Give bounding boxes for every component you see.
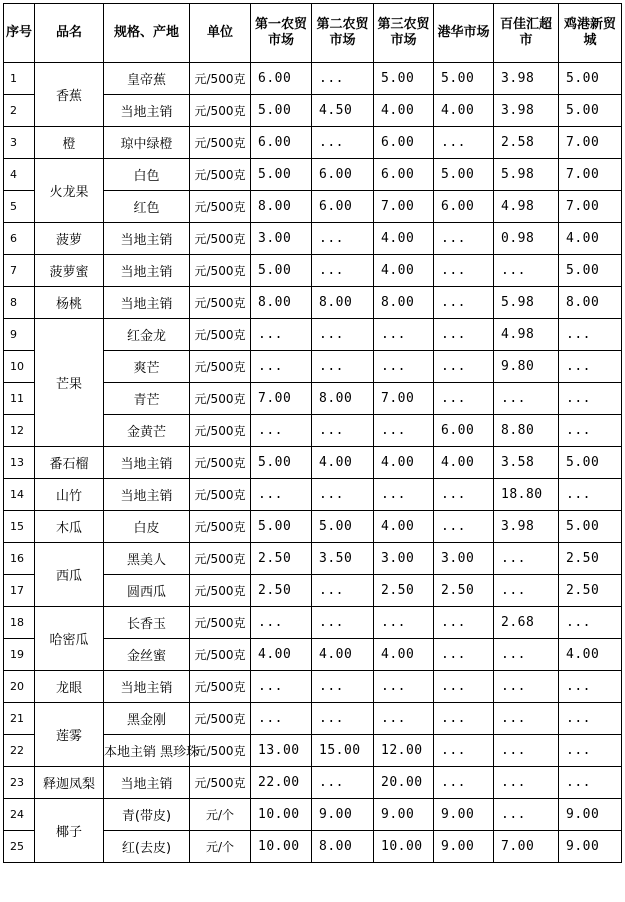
header-spec: 规格、产地 — [104, 4, 190, 63]
price-unit: 元/500克 — [190, 95, 251, 127]
header-market-1: 第一农贸市场 — [251, 4, 312, 63]
price-market-5: ... — [494, 799, 559, 831]
price-market-6: 5.00 — [559, 447, 622, 479]
price-market-4: ... — [434, 735, 494, 767]
price-market-2: 8.00 — [312, 287, 374, 319]
product-name: 椰子 — [35, 799, 104, 863]
price-market-3: 2.50 — [374, 575, 434, 607]
row-index: 14 — [4, 479, 35, 511]
price-market-2: 4.00 — [312, 447, 374, 479]
table-row — [4, 703, 622, 735]
product-spec: 黑金刚 — [104, 703, 190, 735]
price-market-3: 4.00 — [374, 511, 434, 543]
price-market-1: 5.00 — [251, 447, 312, 479]
price-market-2: ... — [312, 255, 374, 287]
row-index: 15 — [4, 511, 35, 543]
price-market-6: 2.50 — [559, 543, 622, 575]
price-market-2: 15.00 — [312, 735, 374, 767]
price-market-1: ... — [251, 479, 312, 511]
price-market-4: ... — [434, 607, 494, 639]
price-market-6: 5.00 — [559, 255, 622, 287]
table-body — [4, 63, 622, 863]
price-market-1: ... — [251, 703, 312, 735]
row-index: 19 — [4, 639, 35, 671]
price-market-5: 5.98 — [494, 287, 559, 319]
price-market-3: 4.00 — [374, 447, 434, 479]
price-market-3: ... — [374, 415, 434, 447]
product-name: 菠萝蜜 — [35, 255, 104, 287]
price-market-2: ... — [312, 63, 374, 95]
product-name: 火龙果 — [35, 159, 104, 223]
product-spec: 当地主销 — [104, 95, 190, 127]
row-index: 24 — [4, 799, 35, 831]
price-market-3: ... — [374, 703, 434, 735]
price-market-6: ... — [559, 735, 622, 767]
price-market-4: 6.00 — [434, 191, 494, 223]
price-market-4: 9.00 — [434, 831, 494, 863]
price-market-4: ... — [434, 639, 494, 671]
price-market-3: 4.00 — [374, 223, 434, 255]
row-index: 3 — [4, 127, 35, 159]
price-market-3: 8.00 — [374, 287, 434, 319]
row-index: 21 — [4, 703, 35, 735]
price-market-3: 7.00 — [374, 383, 434, 415]
row-index: 4 — [4, 159, 35, 191]
price-market-5: 3.98 — [494, 511, 559, 543]
price-unit: 元/500克 — [190, 287, 251, 319]
price-market-4: ... — [434, 287, 494, 319]
price-market-2: 8.00 — [312, 831, 374, 863]
price-market-5: ... — [494, 543, 559, 575]
price-market-3: 6.00 — [374, 159, 434, 191]
price-market-6: 4.00 — [559, 223, 622, 255]
price-market-2: ... — [312, 671, 374, 703]
row-index: 11 — [4, 383, 35, 415]
price-market-5: ... — [494, 383, 559, 415]
price-market-6: 2.50 — [559, 575, 622, 607]
row-index: 2 — [4, 95, 35, 127]
price-market-1: 6.00 — [251, 63, 312, 95]
price-market-5: 7.00 — [494, 831, 559, 863]
price-unit: 元/个 — [190, 831, 251, 863]
price-market-3: ... — [374, 351, 434, 383]
row-index: 20 — [4, 671, 35, 703]
price-market-1: 8.00 — [251, 191, 312, 223]
row-index: 22 — [4, 735, 35, 767]
price-market-1: ... — [251, 415, 312, 447]
price-unit: 元/500克 — [190, 735, 251, 767]
price-market-5: ... — [494, 639, 559, 671]
price-market-4: 2.50 — [434, 575, 494, 607]
header-market-5: 百佳汇超市 — [494, 4, 559, 63]
table-row — [4, 671, 622, 703]
price-market-2: ... — [312, 575, 374, 607]
product-spec: 黑美人 — [104, 543, 190, 575]
price-unit: 元/500克 — [190, 639, 251, 671]
price-market-1: 5.00 — [251, 511, 312, 543]
price-market-2: ... — [312, 767, 374, 799]
price-market-3: ... — [374, 319, 434, 351]
price-market-6: ... — [559, 671, 622, 703]
price-market-1: ... — [251, 319, 312, 351]
price-market-2: 4.00 — [312, 639, 374, 671]
product-name: 哈密瓜 — [35, 607, 104, 671]
price-market-4: 4.00 — [434, 447, 494, 479]
product-name: 释迦凤梨 — [35, 767, 104, 799]
price-market-3: 7.00 — [374, 191, 434, 223]
price-market-3: ... — [374, 607, 434, 639]
price-market-4: 5.00 — [434, 63, 494, 95]
header-name: 品名 — [35, 4, 104, 63]
price-market-5: ... — [494, 671, 559, 703]
header-idx: 序号 — [4, 4, 35, 63]
price-market-3: 4.00 — [374, 255, 434, 287]
price-unit: 元/500克 — [190, 383, 251, 415]
price-market-4: ... — [434, 223, 494, 255]
price-market-6: ... — [559, 767, 622, 799]
price-market-3: 10.00 — [374, 831, 434, 863]
price-market-6: ... — [559, 319, 622, 351]
row-index: 9 — [4, 319, 35, 351]
price-market-1: 4.00 — [251, 639, 312, 671]
header-market-6: 鸡港新贸城 — [559, 4, 622, 63]
price-market-5: 2.68 — [494, 607, 559, 639]
price-unit: 元/500克 — [190, 543, 251, 575]
price-market-6: ... — [559, 607, 622, 639]
price-market-6: 4.00 — [559, 639, 622, 671]
price-market-4: ... — [434, 479, 494, 511]
product-name: 橙 — [35, 127, 104, 159]
price-market-2: 6.00 — [312, 191, 374, 223]
price-market-1: ... — [251, 351, 312, 383]
product-spec: 青(带皮) — [104, 799, 190, 831]
price-unit: 元/500克 — [190, 191, 251, 223]
row-index: 1 — [4, 63, 35, 95]
price-unit: 元/500克 — [190, 447, 251, 479]
price-table — [3, 3, 622, 863]
table-row — [4, 223, 622, 255]
price-market-3: 6.00 — [374, 127, 434, 159]
table-row — [4, 63, 622, 95]
price-market-2: ... — [312, 479, 374, 511]
row-index: 10 — [4, 351, 35, 383]
price-market-2: ... — [312, 703, 374, 735]
price-market-5: 3.98 — [494, 63, 559, 95]
header-unit: 单位 — [190, 4, 251, 63]
price-market-6: 7.00 — [559, 127, 622, 159]
product-spec: 当地主销 — [104, 223, 190, 255]
row-index: 7 — [4, 255, 35, 287]
price-market-2: 9.00 — [312, 799, 374, 831]
product-name: 番石榴 — [35, 447, 104, 479]
price-market-1: 22.00 — [251, 767, 312, 799]
price-unit: 元/500克 — [190, 415, 251, 447]
table-row — [4, 607, 622, 639]
price-market-6: 9.00 — [559, 799, 622, 831]
row-index: 13 — [4, 447, 35, 479]
row-index: 23 — [4, 767, 35, 799]
price-market-4: ... — [434, 351, 494, 383]
product-spec: 当地主销 — [104, 767, 190, 799]
row-index: 8 — [4, 287, 35, 319]
product-spec: 圆西瓜 — [104, 575, 190, 607]
price-market-1: 5.00 — [251, 95, 312, 127]
product-spec: 琼中绿橙 — [104, 127, 190, 159]
price-market-5: 2.58 — [494, 127, 559, 159]
price-market-5: ... — [494, 575, 559, 607]
price-market-5: ... — [494, 703, 559, 735]
product-spec: 青芒 — [104, 383, 190, 415]
price-market-4: ... — [434, 703, 494, 735]
price-unit: 元/500克 — [190, 607, 251, 639]
row-index: 18 — [4, 607, 35, 639]
price-market-5: 0.98 — [494, 223, 559, 255]
table-row — [4, 319, 622, 351]
price-market-5: 8.80 — [494, 415, 559, 447]
header-market-4: 港华市场 — [434, 4, 494, 63]
row-index: 17 — [4, 575, 35, 607]
price-market-1: 7.00 — [251, 383, 312, 415]
header-market-2: 第二农贸市场 — [312, 4, 374, 63]
price-market-1: 5.00 — [251, 159, 312, 191]
price-market-5: 3.58 — [494, 447, 559, 479]
price-market-1: 3.00 — [251, 223, 312, 255]
row-index: 6 — [4, 223, 35, 255]
product-name: 香蕉 — [35, 63, 104, 127]
price-market-2: 8.00 — [312, 383, 374, 415]
table-row — [4, 799, 622, 831]
product-spec: 红金龙 — [104, 319, 190, 351]
price-market-1: 13.00 — [251, 735, 312, 767]
table-row — [4, 767, 622, 799]
price-market-5: ... — [494, 735, 559, 767]
price-market-6: ... — [559, 383, 622, 415]
row-index: 5 — [4, 191, 35, 223]
price-market-3: 12.00 — [374, 735, 434, 767]
price-market-2: 3.50 — [312, 543, 374, 575]
price-market-2: 5.00 — [312, 511, 374, 543]
price-market-4: 3.00 — [434, 543, 494, 575]
price-market-6: 7.00 — [559, 159, 622, 191]
price-market-6: 8.00 — [559, 287, 622, 319]
product-name: 山竹 — [35, 479, 104, 511]
product-spec: 白色 — [104, 159, 190, 191]
price-market-1: 10.00 — [251, 831, 312, 863]
price-market-6: ... — [559, 415, 622, 447]
product-spec: 爽芒 — [104, 351, 190, 383]
price-market-2: ... — [312, 223, 374, 255]
price-market-4: ... — [434, 255, 494, 287]
price-market-3: 4.00 — [374, 95, 434, 127]
price-market-2: ... — [312, 351, 374, 383]
price-unit: 元/500克 — [190, 159, 251, 191]
price-market-2: ... — [312, 607, 374, 639]
table-row — [4, 543, 622, 575]
price-market-1: 2.50 — [251, 543, 312, 575]
product-spec: 当地主销 — [104, 287, 190, 319]
table-row — [4, 479, 622, 511]
price-unit: 元/500克 — [190, 671, 251, 703]
price-market-3: 20.00 — [374, 767, 434, 799]
row-index: 16 — [4, 543, 35, 575]
price-market-6: 5.00 — [559, 511, 622, 543]
product-name: 龙眼 — [35, 671, 104, 703]
price-market-3: 9.00 — [374, 799, 434, 831]
price-unit: 元/500克 — [190, 351, 251, 383]
price-unit: 元/500克 — [190, 223, 251, 255]
product-spec: 金黄芒 — [104, 415, 190, 447]
price-market-6: 5.00 — [559, 95, 622, 127]
price-market-5: ... — [494, 767, 559, 799]
product-name: 杨桃 — [35, 287, 104, 319]
product-name: 木瓜 — [35, 511, 104, 543]
product-spec: 红(去皮) — [104, 831, 190, 863]
price-market-4: ... — [434, 127, 494, 159]
price-market-5: 4.98 — [494, 319, 559, 351]
price-unit: 元/500克 — [190, 703, 251, 735]
price-market-6: ... — [559, 479, 622, 511]
product-name: 西瓜 — [35, 543, 104, 607]
price-market-4: ... — [434, 319, 494, 351]
price-market-1: ... — [251, 607, 312, 639]
header-row — [4, 4, 622, 63]
price-market-2: 6.00 — [312, 159, 374, 191]
price-unit: 元/500克 — [190, 319, 251, 351]
price-market-1: 6.00 — [251, 127, 312, 159]
product-spec: 本地主销 黑珍珠 — [104, 735, 190, 767]
price-market-5: 3.98 — [494, 95, 559, 127]
price-market-4: 5.00 — [434, 159, 494, 191]
price-unit: 元/个 — [190, 799, 251, 831]
price-market-3: ... — [374, 479, 434, 511]
price-market-6: 9.00 — [559, 831, 622, 863]
price-market-6: 5.00 — [559, 63, 622, 95]
price-market-6: 7.00 — [559, 191, 622, 223]
price-market-4: ... — [434, 383, 494, 415]
price-unit: 元/500克 — [190, 575, 251, 607]
row-index: 25 — [4, 831, 35, 863]
price-market-5: 5.98 — [494, 159, 559, 191]
price-market-2: 4.50 — [312, 95, 374, 127]
product-spec: 白皮 — [104, 511, 190, 543]
price-market-5: 18.80 — [494, 479, 559, 511]
price-unit: 元/500克 — [190, 127, 251, 159]
price-market-2: ... — [312, 319, 374, 351]
price-market-4: ... — [434, 767, 494, 799]
price-market-4: ... — [434, 671, 494, 703]
price-market-1: 8.00 — [251, 287, 312, 319]
product-name: 莲雾 — [35, 703, 104, 767]
product-name: 芒果 — [35, 319, 104, 447]
price-market-3: ... — [374, 671, 434, 703]
product-name: 菠萝 — [35, 223, 104, 255]
price-unit: 元/500克 — [190, 479, 251, 511]
product-spec: 当地主销 — [104, 479, 190, 511]
table-row — [4, 127, 622, 159]
table-row — [4, 287, 622, 319]
product-spec: 金丝蜜 — [104, 639, 190, 671]
price-market-3: 4.00 — [374, 639, 434, 671]
table-row — [4, 159, 622, 191]
price-market-5: 4.98 — [494, 191, 559, 223]
price-market-3: 5.00 — [374, 63, 434, 95]
price-market-5: 9.80 — [494, 351, 559, 383]
price-market-6: ... — [559, 351, 622, 383]
table-row — [4, 511, 622, 543]
price-market-1: 2.50 — [251, 575, 312, 607]
price-market-6: ... — [559, 703, 622, 735]
price-market-1: 5.00 — [251, 255, 312, 287]
product-spec: 当地主销 — [104, 255, 190, 287]
product-spec: 当地主销 — [104, 447, 190, 479]
price-market-4: ... — [434, 511, 494, 543]
price-market-2: ... — [312, 415, 374, 447]
price-unit: 元/500克 — [190, 767, 251, 799]
price-market-1: ... — [251, 671, 312, 703]
price-market-4: 9.00 — [434, 799, 494, 831]
price-unit: 元/500克 — [190, 511, 251, 543]
product-spec: 长香玉 — [104, 607, 190, 639]
price-market-1: 10.00 — [251, 799, 312, 831]
price-market-4: 6.00 — [434, 415, 494, 447]
price-market-5: ... — [494, 255, 559, 287]
row-index: 12 — [4, 415, 35, 447]
price-market-4: 4.00 — [434, 95, 494, 127]
price-unit: 元/500克 — [190, 255, 251, 287]
product-spec: 红色 — [104, 191, 190, 223]
header-market-3: 第三农贸市场 — [374, 4, 434, 63]
product-spec: 皇帝蕉 — [104, 63, 190, 95]
price-unit: 元/500克 — [190, 63, 251, 95]
product-spec: 当地主销 — [104, 671, 190, 703]
price-market-2: ... — [312, 127, 374, 159]
price-market-3: 3.00 — [374, 543, 434, 575]
table-row — [4, 255, 622, 287]
table-row — [4, 447, 622, 479]
